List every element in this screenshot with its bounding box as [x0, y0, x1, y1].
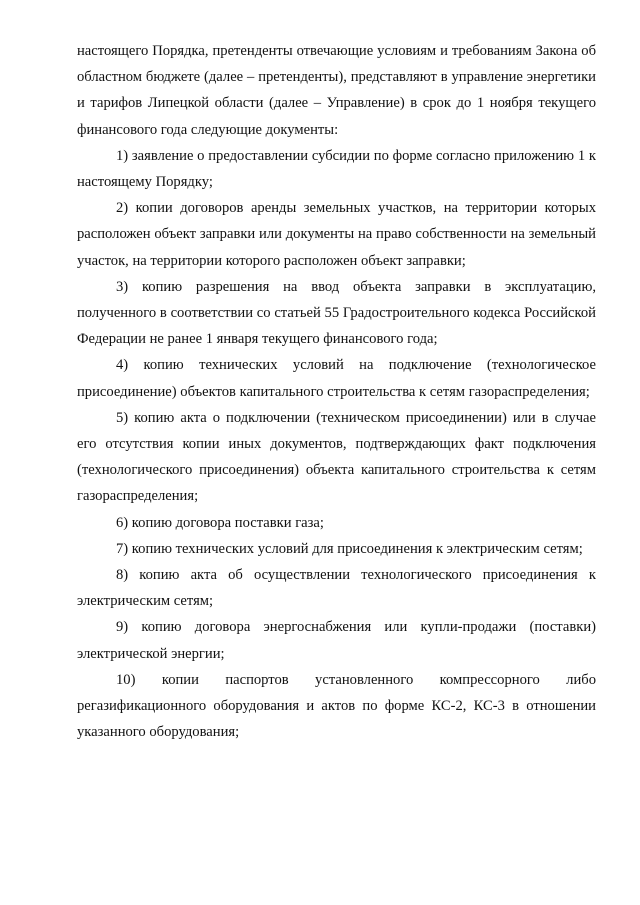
paragraph-intro: настоящего Порядка, претенденты отвечающие условиям и требованиям Закона об областном бюджете (далее – претенденты), представляют в управление энергетики и тарифов Липецкой области (далее – Управление) в срок до 1 ноября текущего финансового года следующие документы: — [77, 43, 596, 138]
list-item-10: 10) копии паспортов установленного компрессорного либо регазификационного оборудования и актов по форме КС-2, КС-3 в отношении указанного оборудования; — [77, 671, 596, 741]
list-item-3: 3) копию разрешения на ввод объекта заправки в эксплуатацию, полученного в соответствии со статьей 55 Градостроительного кодекса Российской Федерации не ранее 1 января текущего финансового года; — [77, 278, 596, 348]
list-item-5: 5) копию акта о подключении (техническом присоединении) или в случае его отсутствия копии иных документов, подтверждающих факт подключения (технологического присоединения) объекта капитального строительства к сетям газораспределения; — [77, 409, 596, 505]
list-item-4: 4) копию технических условий на подключение (технологическое присоединение) объектов капитального строительства к сетям газораспределения; — [77, 357, 596, 400]
list-item-6: 6) копию договора поставки газа; — [116, 514, 324, 531]
list-item-8: 8) копию акта об осуществлении технологического присоединения к электрическим сетям; — [77, 567, 596, 610]
list-item-7: 7) копию технических условий для присоединения к электрическим сетям; — [116, 540, 583, 557]
list-item-9: 9) копию договора энергоснабжения или купли-продажи (поставки) электрической энергии; — [77, 619, 596, 662]
list-item-1: 1) заявление о предоставлении субсидии по форме согласно приложению 1 к настоящему Порядку; — [77, 147, 596, 191]
list-item-2: 2) копии договоров аренды земельных участков, на территории которых расположен объект заправки или документы на право собственности на земельный участок, на территории которого расположен объект заправки; — [77, 200, 596, 269]
document-body — [77, 38, 596, 745]
